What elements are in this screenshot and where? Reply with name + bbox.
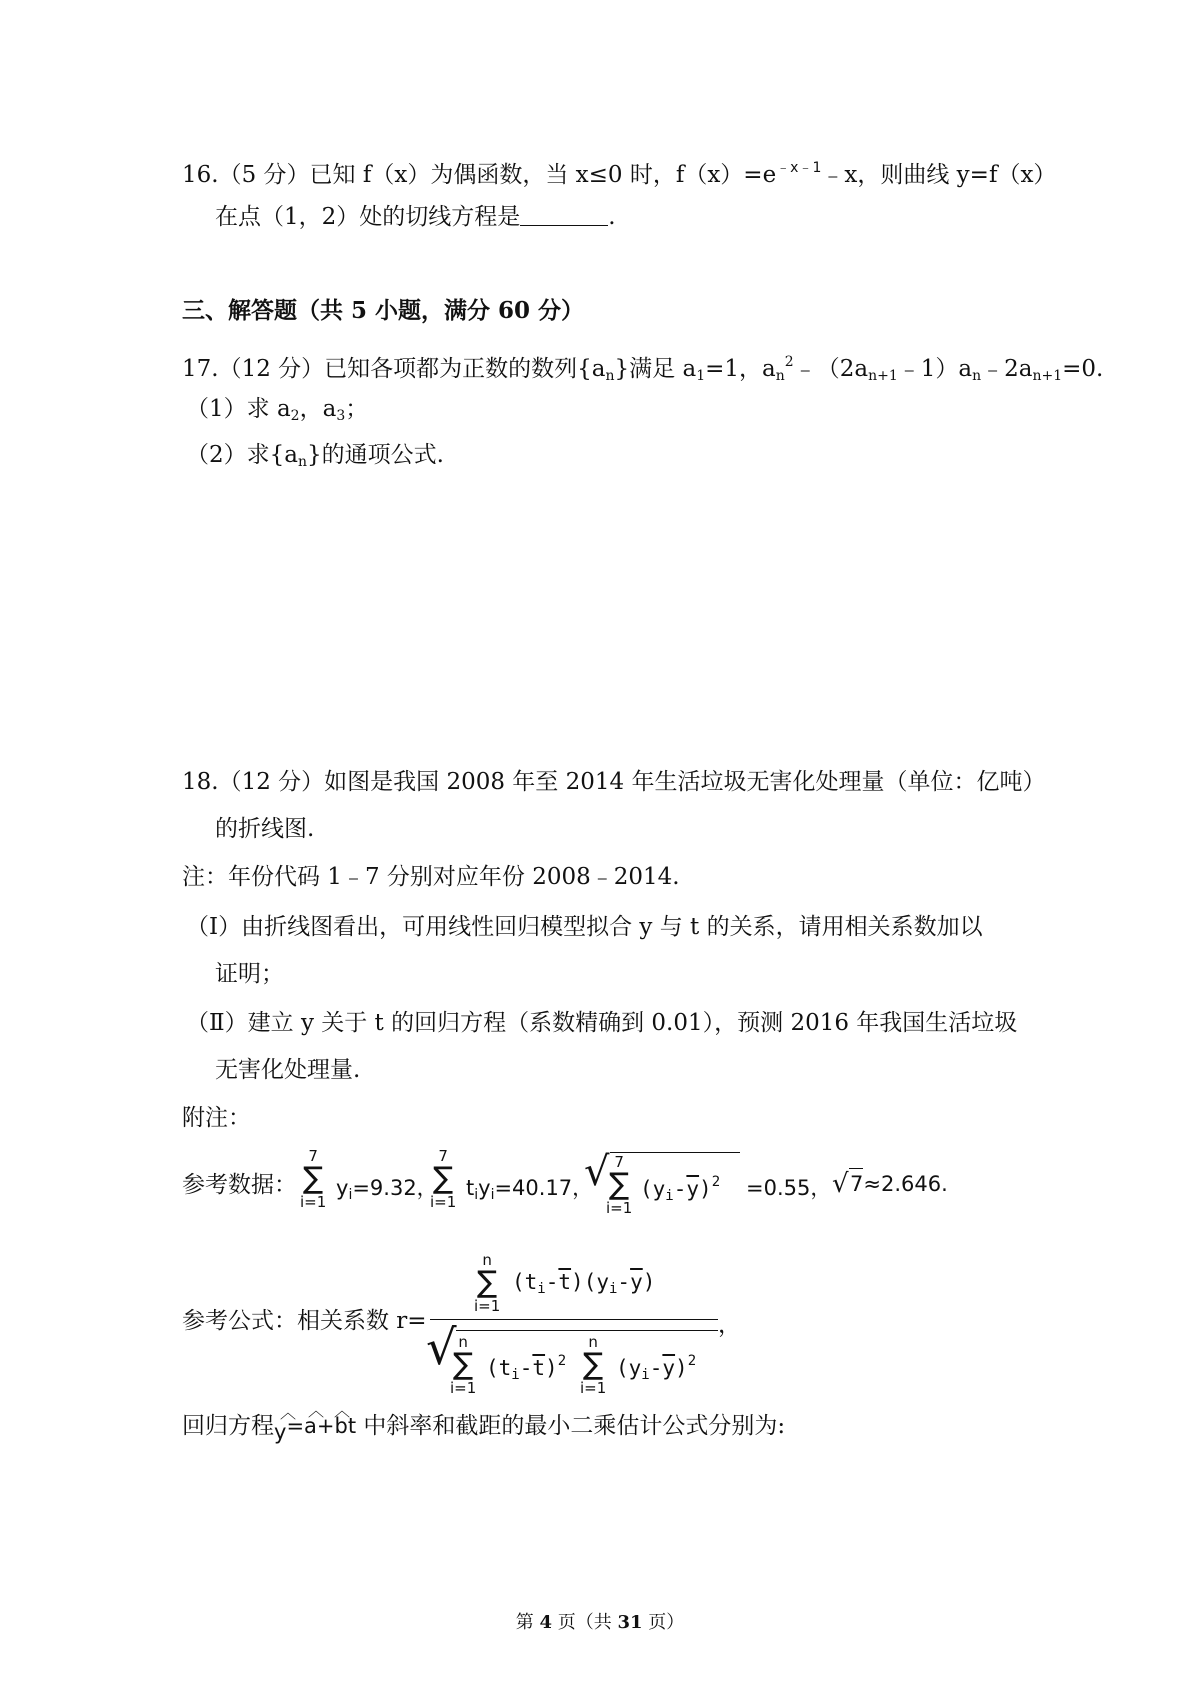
numerator-expression: [512, 1270, 655, 1297]
sqrt7-bar: [849, 1168, 863, 1169]
q17-text: ﹣2a: [981, 356, 1033, 382]
sum-lower: i=1: [300, 1193, 327, 1211]
footer-mid: 页（共: [552, 1612, 618, 1633]
subscript: n+1: [1032, 368, 1063, 384]
sum1-value: =9.32，: [352, 1176, 438, 1200]
num-close: ): [642, 1270, 656, 1294]
sum-upper: 7: [614, 1153, 624, 1171]
radical-sign: √: [584, 1149, 610, 1195]
hat-mark-b: ︿: [334, 1401, 351, 1420]
plus: +: [316, 1414, 335, 1438]
subscript: i: [641, 1367, 650, 1383]
q16-line1: [182, 153, 1056, 190]
sqrt7-value: 7: [850, 1172, 864, 1196]
regression-label: 回归方程: [182, 1413, 274, 1439]
q18-note: 注：年份代码 1﹣7 分别对应年份 2008﹣2014.: [182, 864, 680, 890]
b-hat: b: [334, 1414, 348, 1438]
sqrt7-approx: ≈2.646.: [863, 1172, 948, 1196]
sum2-expression: [466, 1172, 593, 1203]
fraction-bar: [430, 1319, 718, 1320]
q18-part2-line2: 无害化处理量.: [215, 1057, 361, 1083]
subscript: i: [474, 1187, 479, 1203]
superscript: 2: [711, 1174, 721, 1190]
hat-mark-y: ︿: [280, 1403, 297, 1422]
sqrt-bar: [610, 1152, 740, 1153]
sqrt-result: =0.55，: [746, 1176, 832, 1200]
q17-part2-text: （2）求{a: [186, 442, 298, 468]
y-hat: y: [274, 1420, 287, 1444]
q16-line2: [215, 202, 616, 232]
subscript: 3: [336, 408, 346, 424]
q18-part1-line1: （Ⅰ）由折线图看出，可用线性回归模型拟合 y 与 t 的关系，请用相关系数加以: [186, 914, 983, 940]
period: .: [608, 204, 616, 230]
q18-stem-line1: 18.（12 分）如图是我国 2008 年至 2014 年生活垃圾无害化处理量（单位：亿吨）: [182, 769, 1046, 795]
sigma-symbol: ∑: [583, 1347, 604, 1382]
regression-text: 中斜率和截距的最小二乘估计公式分别为:: [356, 1413, 786, 1439]
footer-suffix: 页）: [642, 1612, 685, 1633]
q17-part2: [186, 440, 444, 477]
minus: -: [649, 1356, 663, 1380]
num-mid: )(y: [571, 1270, 609, 1294]
sum2-var-t: t: [466, 1176, 475, 1200]
q17-part2-text: }的通项公式.: [307, 442, 444, 468]
summation-1: [300, 1148, 326, 1210]
q17-text: ﹣（2a: [793, 356, 869, 382]
refdata-label: 参考数据：: [182, 1172, 297, 1198]
den-close-y: ): [675, 1356, 688, 1380]
sum1-expression: [336, 1172, 438, 1203]
subscript: i: [511, 1367, 520, 1383]
summation-2: [430, 1148, 456, 1210]
q17-part1-text: ；: [345, 396, 369, 422]
sigma-symbol: ∑: [303, 1161, 324, 1196]
equals: =: [286, 1414, 305, 1438]
q17-stem: [182, 347, 1103, 391]
superscript: 2: [687, 1353, 697, 1369]
sum2-value: =40.17，: [494, 1176, 594, 1200]
subscript: n: [972, 368, 982, 384]
t-bar: $\overline{t}$: [558, 1270, 572, 1294]
appendix-label: 附注：: [182, 1105, 251, 1131]
superscript: 2: [784, 354, 794, 370]
q16-text-end: ﹣x，则曲线 y=f（x）: [821, 162, 1057, 188]
q17-text: =0.: [1062, 356, 1104, 382]
den-open-y: (y: [616, 1356, 642, 1380]
subscript: i: [348, 1187, 353, 1203]
y-bar: $\overline{y}$: [662, 1356, 676, 1380]
subscript: n: [775, 368, 785, 384]
a-hat: a: [304, 1414, 317, 1438]
subscript: n: [605, 368, 615, 384]
q18-part2-line1: （Ⅱ）建立 y 关于 t 的回归方程（系数精确到 0.01），预测 2016 年我国生活垃圾: [186, 1010, 1018, 1036]
numerator-summation: [474, 1252, 500, 1314]
sqrt-inner: [640, 1174, 720, 1204]
denominator-sqrt-bar: [456, 1330, 718, 1331]
page-number: 4: [539, 1612, 552, 1633]
sum-lower: i=1: [606, 1199, 633, 1217]
y-bar: $\overline{y}$: [686, 1177, 700, 1201]
sum2-var-y: y: [478, 1176, 491, 1200]
sigma-symbol: ∑: [433, 1161, 454, 1196]
summation-3: [606, 1154, 632, 1216]
sum-lower: i=1: [430, 1193, 457, 1211]
q18-part1-line2: 证明；: [215, 961, 284, 987]
q17-part1: [186, 394, 368, 431]
q16-text2: 在点（1，2）处的切线方程是: [215, 204, 521, 230]
subscript: i: [665, 1188, 674, 1204]
sqrt7-expression: [850, 1172, 948, 1196]
inner-open: (y: [640, 1177, 666, 1201]
sum-upper: 7: [438, 1147, 448, 1165]
section-title: 三、解答题（共 5 小题，满分 60 分）: [182, 297, 585, 324]
subscript: 2: [290, 408, 300, 424]
sum-lower: i=1: [450, 1379, 477, 1397]
regression-line: [182, 1411, 786, 1444]
sigma-symbol: ∑: [477, 1265, 498, 1300]
q16-text: 16.（5 分）已知 f（x）为偶函数，当 x≤0 时，f（x）=e: [182, 162, 777, 188]
total-pages: 31: [617, 1612, 643, 1633]
q17-text: ﹣1）a: [897, 356, 973, 382]
sum-upper: 7: [308, 1147, 318, 1165]
denominator-t-term: [486, 1353, 566, 1383]
den-open-t: (t: [486, 1356, 512, 1380]
q17-part1-text: ，a: [299, 396, 337, 422]
den-close-t: ): [545, 1356, 558, 1380]
inner-close: ): [699, 1177, 712, 1201]
subscript: i: [490, 1187, 495, 1203]
subscript: i: [537, 1281, 546, 1297]
denominator-summation-2: [580, 1334, 606, 1396]
radical-sign-denominator: √: [426, 1320, 457, 1376]
subscript: n: [297, 454, 308, 470]
sum-lower: i=1: [580, 1379, 607, 1397]
denominator-summation-1: [450, 1334, 476, 1396]
exponent: ﹣x﹣1: [776, 160, 822, 176]
subscript: 1: [696, 368, 706, 384]
superscript: 2: [557, 1353, 567, 1369]
q17-text: 17.（12 分）已知各项都为正数的数列{a: [182, 356, 606, 382]
minus: -: [519, 1356, 533, 1380]
minus: -: [545, 1270, 559, 1294]
page-footer: [0, 1608, 1200, 1634]
refformula-label: 参考公式：相关系数 r=: [182, 1308, 427, 1334]
sigma-symbol: ∑: [453, 1347, 474, 1382]
q17-text: }满足 a: [614, 356, 697, 382]
sigma-symbol: ∑: [609, 1167, 630, 1202]
sum-upper: n: [588, 1333, 598, 1351]
sum-lower: i=1: [474, 1297, 501, 1315]
q18-stem-line2: 的折线图.: [215, 816, 315, 842]
q17-text: =1，a: [705, 356, 776, 382]
denominator-y-term: [616, 1353, 696, 1383]
footer-prefix: 第: [515, 1612, 540, 1633]
t-bar: $\overline{t}$: [532, 1356, 546, 1380]
q17-part1-text: （1）求 a: [186, 396, 291, 422]
hat-mark-a: ︿: [308, 1401, 325, 1420]
subscript: n+1: [868, 368, 898, 384]
formula-comma: ，: [718, 1312, 741, 1338]
answer-blank: [520, 203, 608, 226]
minus: -: [673, 1177, 687, 1201]
num-open-t: (t: [512, 1270, 538, 1294]
y-bar: $\overline{y}$: [630, 1270, 643, 1294]
t-var: t: [347, 1414, 357, 1438]
sum1-var: y: [336, 1176, 349, 1200]
sum-upper: n: [458, 1333, 468, 1351]
subscript: i: [608, 1281, 618, 1297]
minus: -: [617, 1270, 631, 1294]
sum-upper: n: [482, 1251, 492, 1269]
radical-sign-7: √: [832, 1169, 849, 1199]
